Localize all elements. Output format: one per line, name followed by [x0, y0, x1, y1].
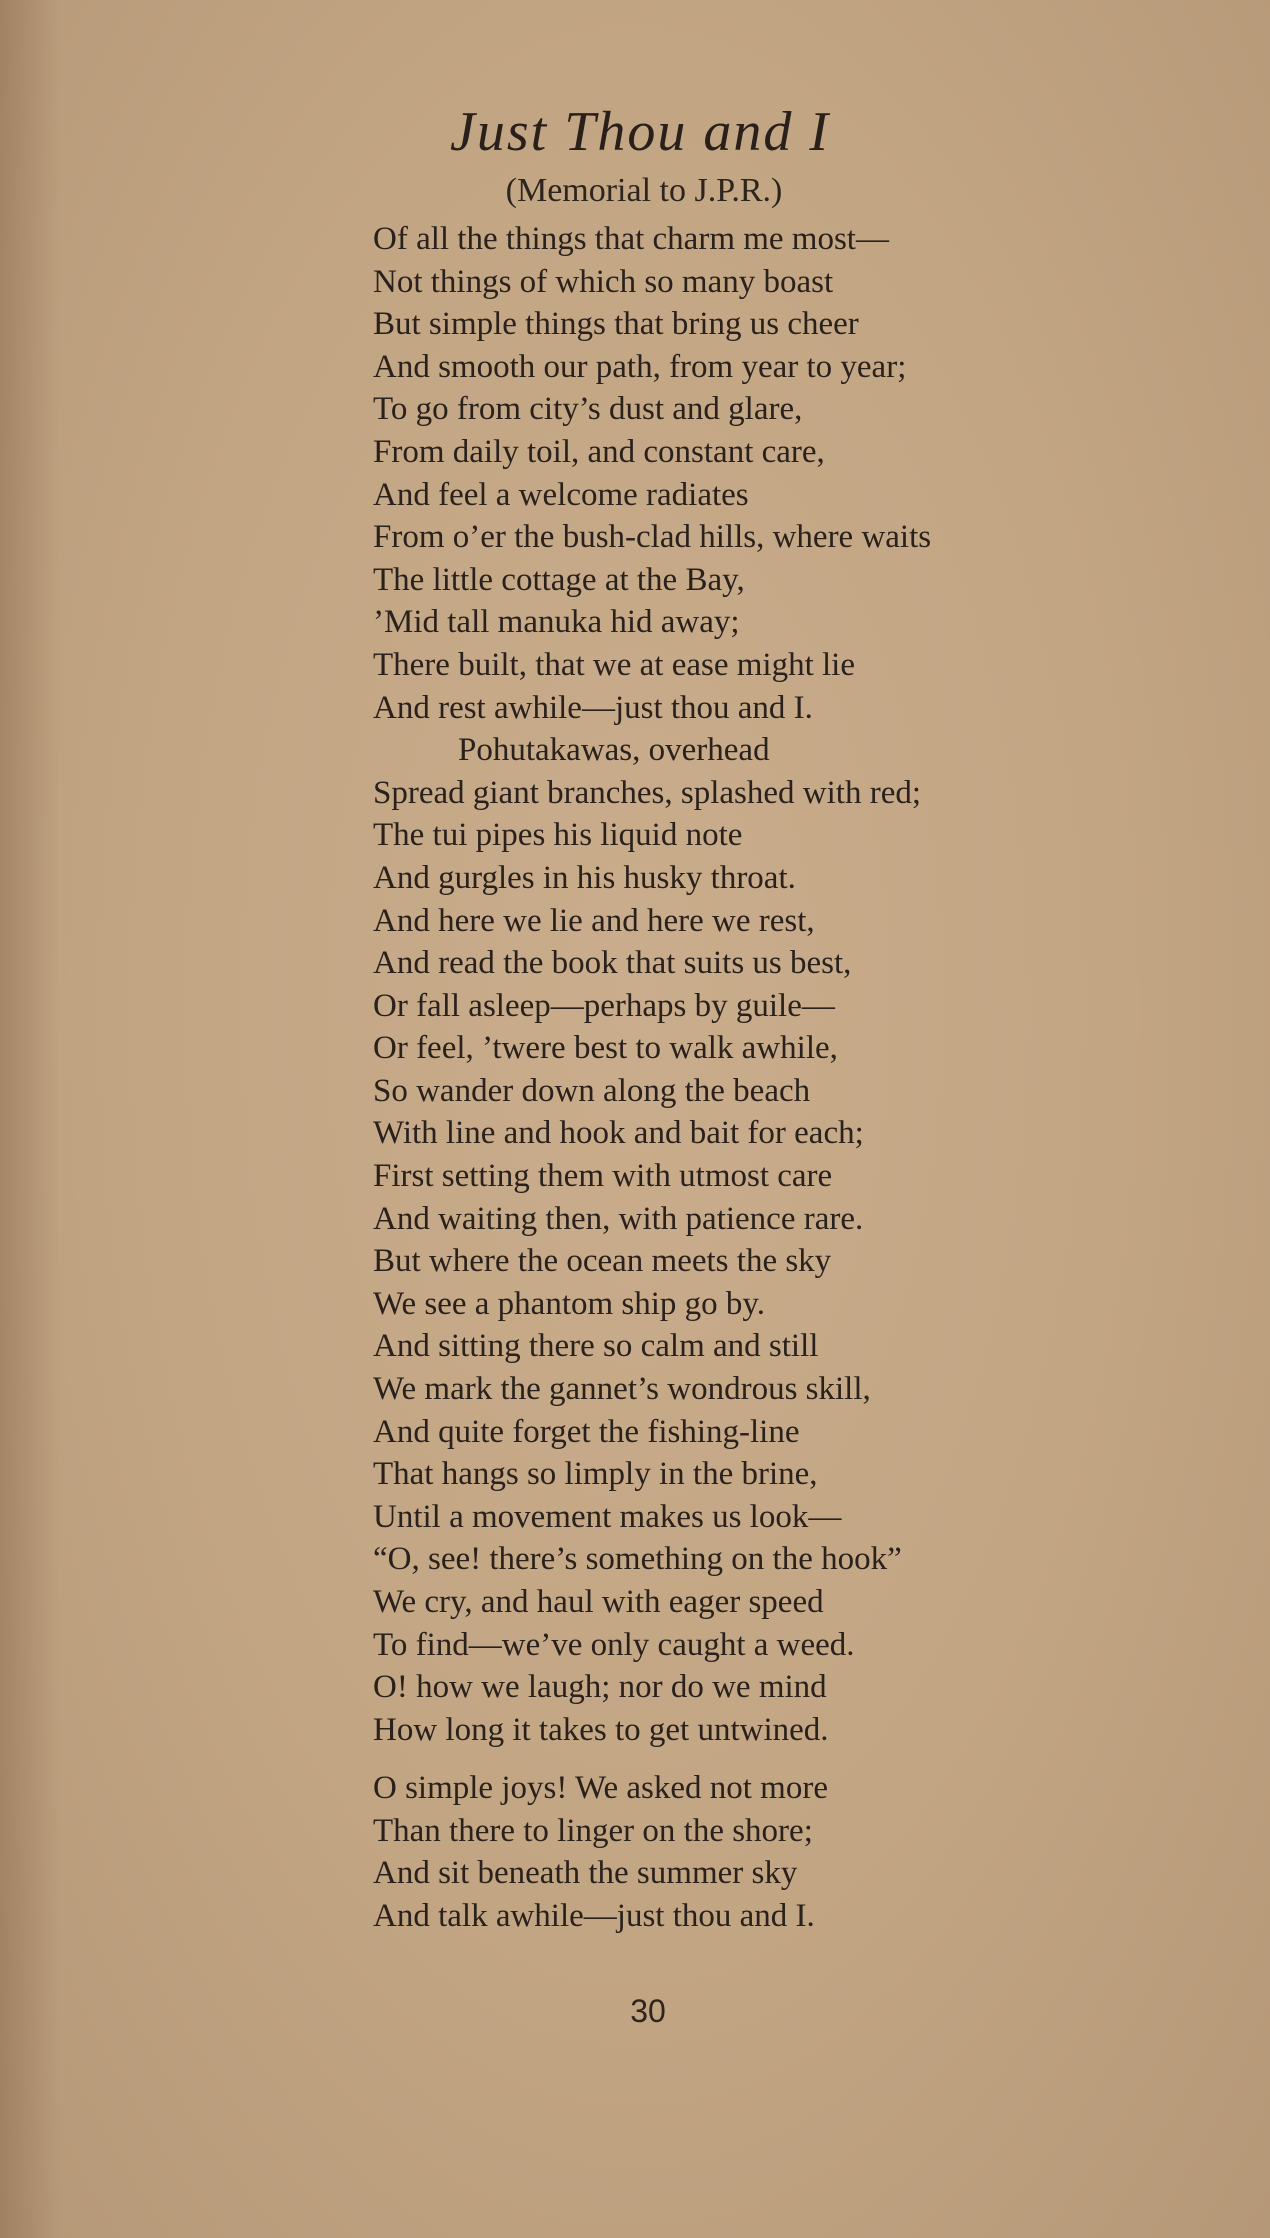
poem-line: And smooth our path, from year to year;	[373, 348, 907, 385]
poem-line: And gurgles in his husky throat.	[373, 859, 796, 896]
poem-line: And waiting then, with patience rare.	[373, 1200, 864, 1237]
page-number: 30	[630, 1993, 666, 2029]
poem-line: We cry, and haul with eager speed	[373, 1584, 824, 1620]
poem-line: And sit beneath the summer sky	[373, 1855, 798, 1892]
poem-line: Than there to linger on the shore;	[373, 1812, 813, 1849]
poem-line: How long it takes to get untwined.	[373, 1711, 829, 1748]
poem-title: Just Thou and I	[450, 101, 830, 163]
poem-line: Of all the things that charm me most—	[373, 221, 889, 257]
page-edge-shadow	[0, 0, 60, 2238]
poem-line: Spread giant branches, splashed with red;	[373, 774, 922, 811]
poem-subtitle: (Memorial to J.P.R.)	[505, 172, 783, 209]
poem-line: There built, that we at ease might lie	[373, 646, 855, 683]
poem-line: So wander down along the beach	[373, 1072, 811, 1109]
poem-line: ’Mid tall manuka hid away;	[373, 604, 740, 641]
poem-line: We see a phantom ship go by.	[373, 1285, 766, 1322]
poem-line: From o’er the bush-clad hills, where waits	[373, 519, 932, 556]
poem-line: The little cottage at the Bay,	[373, 561, 745, 598]
poem-line: O! how we laugh; nor do we mind	[373, 1669, 827, 1706]
poem-line: And talk awhile—just thou and I.	[373, 1897, 815, 1934]
poem-line: The tui pipes his liquid note	[373, 817, 743, 854]
poem-line: And rest awhile—just thou and I.	[373, 689, 813, 726]
poem-line: Not things of which so many boast	[373, 263, 834, 300]
poem-line: And here we lie and here we rest,	[373, 902, 815, 939]
poem-line: That hangs so limply in the brine,	[373, 1456, 818, 1493]
poem-line: With line and hook and bait for each;	[373, 1115, 864, 1152]
poem-line: Or feel, ’twere best to walk awhile,	[373, 1030, 838, 1067]
poem-line: And feel a welcome radiates	[373, 476, 749, 513]
poem-stanza-1	[373, 218, 1193, 1751]
poem-stanza-2	[373, 1767, 1193, 1937]
poem-line: And read the book that suits us best,	[373, 945, 852, 982]
poem-line: But where the ocean meets the sky	[373, 1243, 832, 1280]
poem-line: “O, see! there’s something on the hook”	[373, 1541, 902, 1578]
poem-line: To go from city’s dust and glare,	[373, 391, 803, 428]
poem-line-indented: Pohutakawas, overhead	[458, 732, 770, 769]
poem-line: To find—we’ve only caught a weed.	[373, 1626, 855, 1663]
poem-line: We mark the gannet’s wondrous skill,	[373, 1371, 871, 1408]
poem-line: O simple joys! We asked not more	[373, 1770, 828, 1806]
poem-line: But simple things that bring us cheer	[373, 306, 859, 343]
poem-line: And sitting there so calm and still	[373, 1328, 819, 1365]
poem-line: First setting them with utmost care	[373, 1158, 833, 1195]
poem-line: Until a movement makes us look—	[373, 1498, 842, 1535]
poem-line: Or fall asleep—perhaps by guile—	[373, 987, 835, 1024]
poem-line: And quite forget the fishing-line	[373, 1413, 800, 1450]
poem-line: From daily toil, and constant care,	[373, 433, 825, 470]
